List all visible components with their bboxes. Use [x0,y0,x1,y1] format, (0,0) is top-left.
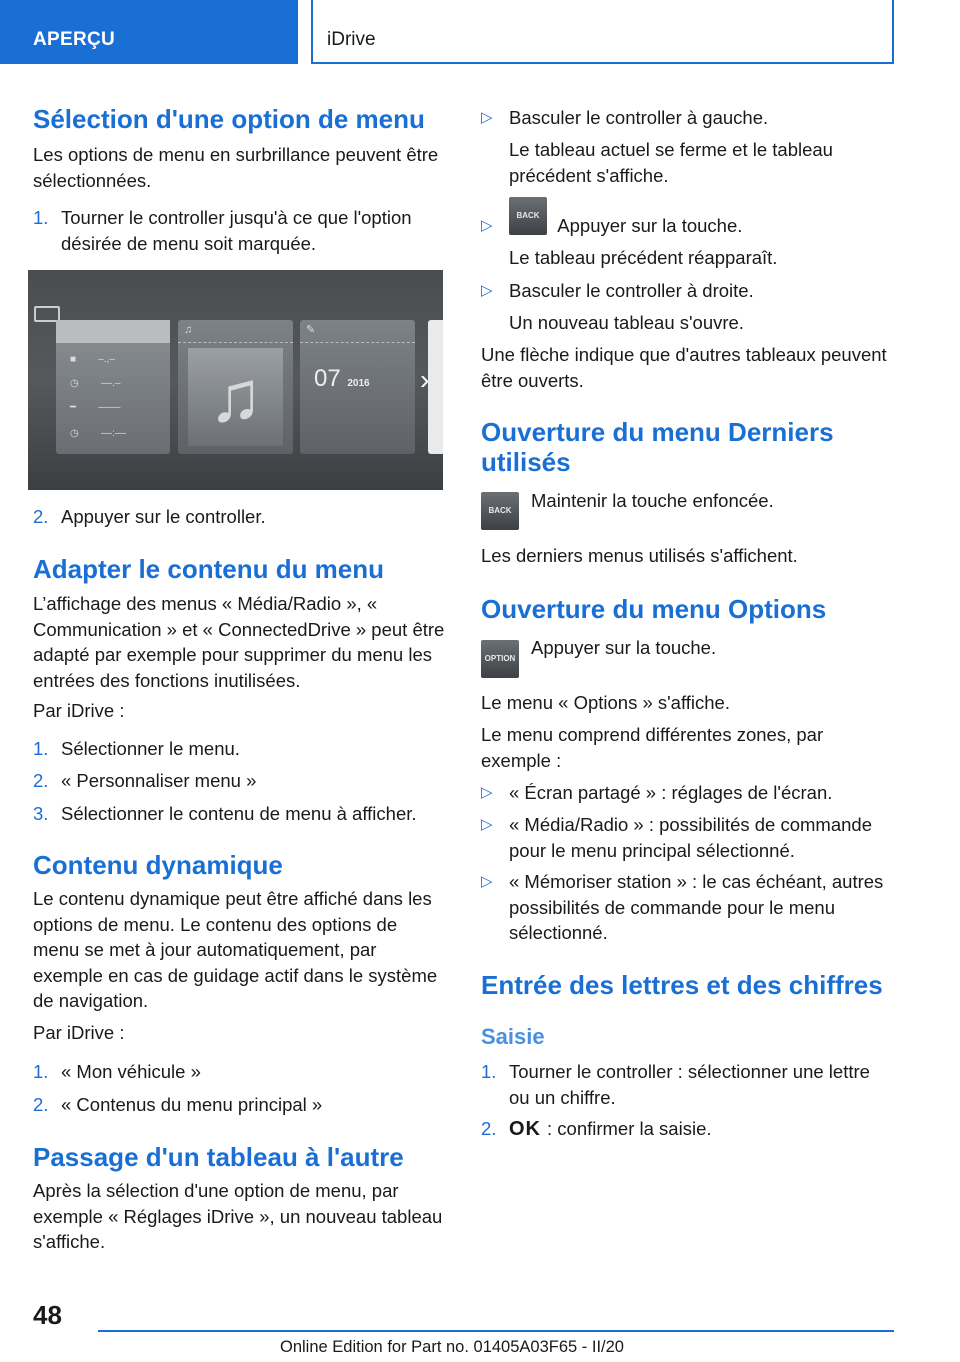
step-text: « Contenus du menu principal » [61,1094,323,1115]
paragraph-arrow: Une flèche indique que d'autres tableaux peuvent être ouverts. [481,344,887,391]
step-text: Sélectionner le menu. [61,738,240,759]
step-text: « Mon véhicule » [61,1061,201,1082]
step-number: 1. [33,1061,49,1082]
step-number: 1. [33,207,49,228]
paragraph-par-idrive: Par iDrive : [33,700,125,721]
paragraph-adapt: L’affichage des menus « Média/Radio », « Communication » et « ConnectedDrive » peut être adapté par exemple pour supprimer du menu les entrées des fonctions inutilisées. [33,593,445,691]
footer-divider [98,1330,894,1332]
bullet-text: Basculer le controller à droite. [509,280,754,301]
step-text: Appuyer sur le controller. [61,506,266,527]
heading-letters-digits: Entrée des lettres et des chiffres [481,970,883,1000]
heading-recent-menu: Ouverture du menu Derniers utilisés [481,417,834,477]
list-item [33,504,447,530]
triangle-bullet-icon: ▷ [481,816,493,833]
list-item [481,105,895,131]
section-label: APERÇU [33,29,116,50]
date-year: 2016 [347,378,370,389]
ok-icon: OK [509,1118,541,1140]
heading-switch-table: Passage d'un tableau à l'autre [33,1142,404,1172]
bullet-text: « Mémoriser station » : le cas échéant, autres possibilités de commande pour le menu sélectionné. [509,871,884,943]
back-button-icon: BACK [481,492,519,530]
step-number: 2. [481,1118,497,1139]
step-text: Sélectionner le contenu de menu à afficher. [61,803,417,824]
bullet-subtext: Un nouveau tableau s'ouvre. [509,312,744,333]
option-button-icon: OPTION [481,640,519,678]
step-number: 1. [33,738,49,759]
heading-dynamic-content: Contenu dynamique [33,850,283,880]
list-item [33,1059,447,1085]
list-item [481,213,895,239]
bullet-text: Appuyer sur la touche. [557,215,743,236]
list-item [481,278,895,304]
triangle-bullet-icon: ▷ [481,282,493,299]
bullet-text: « Écran partagé » : réglages de l'écran. [509,782,833,803]
paragraph-options-2: Le menu comprend différentes zones, par exemple : [481,724,824,771]
list-item [481,1116,895,1143]
paragraph-switch: Après la sélection d'une option de menu, par exemple « Réglages iDrive », un nouveau tableau s'affiche. [33,1180,443,1252]
step-text: : confirmer la saisie. [547,1118,712,1139]
list-item [33,205,447,256]
step-number: 2. [33,1094,49,1115]
heading-options-menu: Ouverture du menu Options [481,594,827,624]
list-item [33,736,447,762]
triangle-bullet-icon: ▷ [481,109,493,126]
list-item [481,1059,895,1110]
step-text: « Personnaliser menu » [61,770,257,791]
list-item [481,780,895,806]
list-item [33,768,447,794]
music-note-icon: ♫ [188,348,283,446]
paragraph-press: Appuyer sur la touche. [531,637,717,658]
panel-next [420,320,443,454]
chapter-box [311,0,894,64]
paragraph-hold: Maintenir la touche enfoncée. [531,490,774,511]
paragraph-options-1: Le menu « Options » s'affiche. [481,692,730,713]
list-item [33,801,447,827]
paragraph-select: Les options de menu en surbrillance peuvent être sélectionnées. [33,144,439,191]
chapter-label: iDrive [327,29,376,50]
heading-adapt-menu: Adapter le contenu du menu [33,554,385,584]
panel-vehicle: ■ –.,– ◷ ––.– ━ –––– ◷ ––:–– [56,320,170,454]
panel-media: ♫ ♫ [178,320,293,454]
paragraph-dynamic: Le contenu dynamique peut être affiché dans les options de menu. Le contenu des options de menu se met à jour automatiquement, par exemple en cas de guidage actif dans le système de navigation. [33,888,438,1011]
step-number: 2. [33,770,49,791]
heading-select-option: Sélection d'une option de menu [33,104,425,134]
list-item [481,812,895,863]
footer-edition: Online Edition for Part no. 01405A03F65 - II/20 [280,1338,624,1356]
idrive-screen-image [28,270,443,490]
step-number: 3. [33,803,49,824]
triangle-bullet-icon: ▷ [481,784,493,801]
page-number: 48 [33,1300,62,1330]
list-item [33,1092,447,1118]
bullet-text: Basculer le controller à gauche. [509,107,769,128]
step-text: Tourner le controller jusqu'à ce que l'option désirée de menu soit marquée. [61,207,412,254]
section-tab [0,0,298,64]
list-item [481,869,895,946]
bullet-subtext: Le tableau actuel se ferme et le tableau précédent s'affiche. [509,139,833,186]
heading-saisie: Saisie [481,1024,545,1049]
triangle-bullet-icon: ▷ [481,873,493,890]
bullet-text: « Média/Radio » : possibilités de commande pour le menu principal sélectionné. [509,814,872,861]
date-day: 07 [314,365,341,392]
panel-date: ✎ 07 2016 [300,320,415,454]
chevron-right-icon: › [420,364,430,395]
bullet-subtext: Le tableau précédent réapparaît. [509,247,778,268]
step-number: 2. [33,506,49,527]
paragraph-par-idrive: Par iDrive : [33,1022,125,1043]
paragraph-recent: Les derniers menus utilisés s'affichent. [481,545,798,566]
back-button-icon: BACK [509,197,547,235]
step-text: Tourner le controller : sélectionner une lettre ou un chiffre. [509,1061,870,1108]
triangle-bullet-icon: ▷ [481,217,493,234]
step-number: 1. [481,1061,497,1082]
